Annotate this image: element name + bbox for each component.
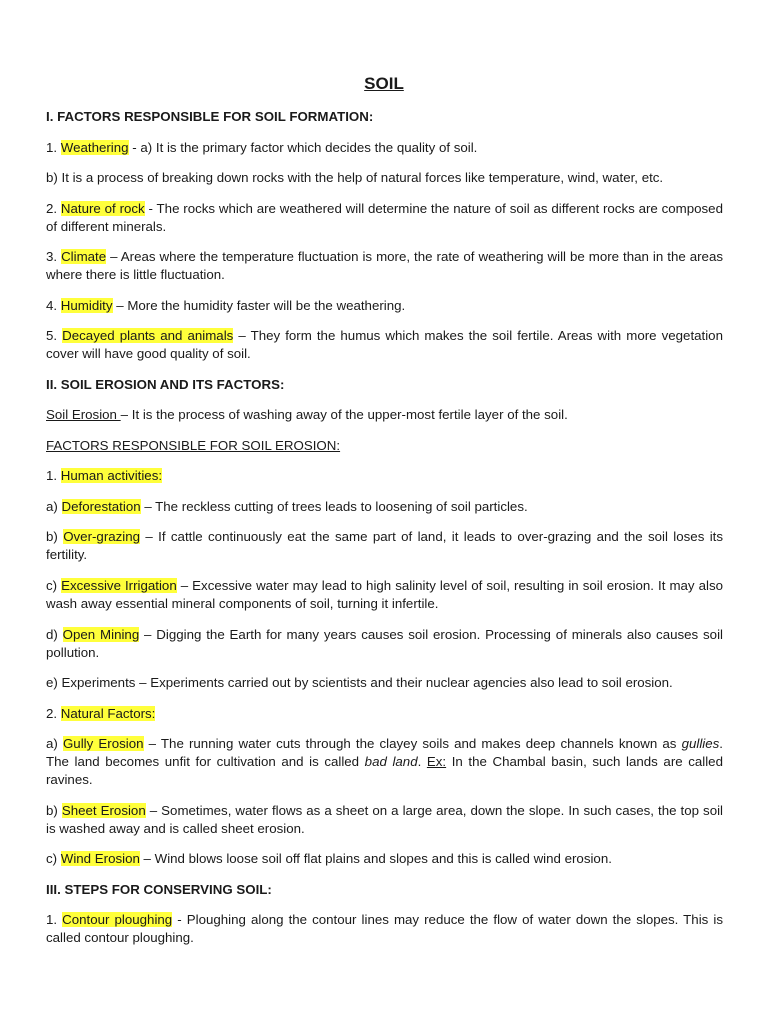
highlighted-term: Over-grazing xyxy=(63,529,141,544)
paragraph-over-grazing: b) Over-grazing – If cattle continuously eat the same part of land, it leads to over-grazing and the soil loses its fertility. xyxy=(46,529,723,562)
highlighted-term: Gully Erosion xyxy=(62,736,144,751)
highlighted-term: Excessive Irrigation xyxy=(61,578,177,593)
paragraph-excessive-irrigation: c) Excessive Irrigation – Excessive water may lead to high salinity level of soil, resulting in soil erosion. It may also wash away essential mineral components of soil, turning it infertile. xyxy=(46,578,723,611)
paragraph-open-mining: d) Open Mining – Digging the Earth for many years causes soil erosion. Processing of minerals also causes soil pollution. xyxy=(46,627,723,660)
paragraph-deforestation: a) Deforestation – The reckless cutting of trees leads to loosening of soil particles. xyxy=(46,499,528,514)
highlighted-term: Human activities: xyxy=(60,468,163,483)
subheading-erosion-factors: FACTORS RESPONSIBLE FOR SOIL EROSION: xyxy=(46,438,341,453)
highlighted-term: Weathering xyxy=(60,140,129,155)
highlighted-term: Decayed plants and animals xyxy=(62,328,234,343)
highlighted-term: Humidity xyxy=(60,298,113,313)
section-heading-erosion: II. SOIL EROSION AND ITS FACTORS: xyxy=(46,377,285,392)
highlighted-term: Contour ploughing xyxy=(62,912,173,927)
paragraph-soil-erosion-definition: Soil Erosion – It is the process of washing away of the upper-most fertile layer of the soil. xyxy=(46,407,568,422)
highlighted-term: Natural Factors: xyxy=(60,706,156,721)
highlighted-term: Nature of rock xyxy=(60,201,145,216)
paragraph-weathering: 1. Weathering - a) It is the primary factor which decides the quality of soil. xyxy=(46,140,478,155)
section-heading-conserving: III. STEPS FOR CONSERVING SOIL: xyxy=(46,882,272,897)
paragraph-nature-of-rock: 2. Nature of rock - The rocks which are weathered will determine the nature of soil as different rocks are composed of different minerals. xyxy=(46,201,723,234)
highlighted-term: Deforestation xyxy=(61,499,141,514)
highlighted-term: Open Mining xyxy=(62,627,140,642)
paragraph-gully-erosion: a) Gully Erosion – The running water cuts through the clayey soils and makes deep channels known as gullies. The land becomes unfit for cultivation and is called bad land. Ex: In the Chambal basin, such lands are called ravines. xyxy=(46,736,723,787)
subheading-human-activities: 1. Human activities: xyxy=(46,468,163,483)
paragraph-weathering-b: b) It is a process of breaking down rocks with the help of natural forces like temperature, wind, water, etc. xyxy=(46,170,664,185)
subheading-natural-factors: 2. Natural Factors: xyxy=(46,706,156,721)
highlighted-term: Climate xyxy=(61,249,107,264)
paragraph-experiments: e) Experiments – Experiments carried out by scientists and their nuclear agencies also lead to soil erosion. xyxy=(46,675,673,690)
paragraph-climate: 3. Climate – Areas where the temperature fluctuation is more, the rate of weathering will be more than in the areas where there is little fluctuation. xyxy=(46,249,723,282)
paragraph-sheet-erosion: b) Sheet Erosion – Sometimes, water flows as a sheet on a large area, down the slope. In such cases, the top soil is washed away and is called sheet erosion. xyxy=(46,803,723,836)
paragraph-decayed-plants: 5. Decayed plants and animals – They form the humus which makes the soil fertile. Areas with more vegetation cover will have good quality of soil. xyxy=(46,328,723,361)
paragraph-contour-ploughing: 1. Contour ploughing - Ploughing along the contour lines may reduce the flow of water down the slopes. This is called contour ploughing. xyxy=(46,912,723,945)
underlined-term: Soil Erosion xyxy=(46,407,121,422)
section-heading-formation: I. FACTORS RESPONSIBLE FOR SOIL FORMATION: xyxy=(46,109,374,124)
paragraph-humidity: 4. Humidity – More the humidity faster will be the weathering. xyxy=(46,298,406,313)
page-title: SOIL xyxy=(364,74,404,93)
highlighted-term: Wind Erosion xyxy=(60,851,140,866)
paragraph-wind-erosion: c) Wind Erosion – Wind blows loose soil off flat plains and slopes and this is called wind erosion. xyxy=(46,851,612,866)
highlighted-term: Sheet Erosion xyxy=(61,803,146,818)
